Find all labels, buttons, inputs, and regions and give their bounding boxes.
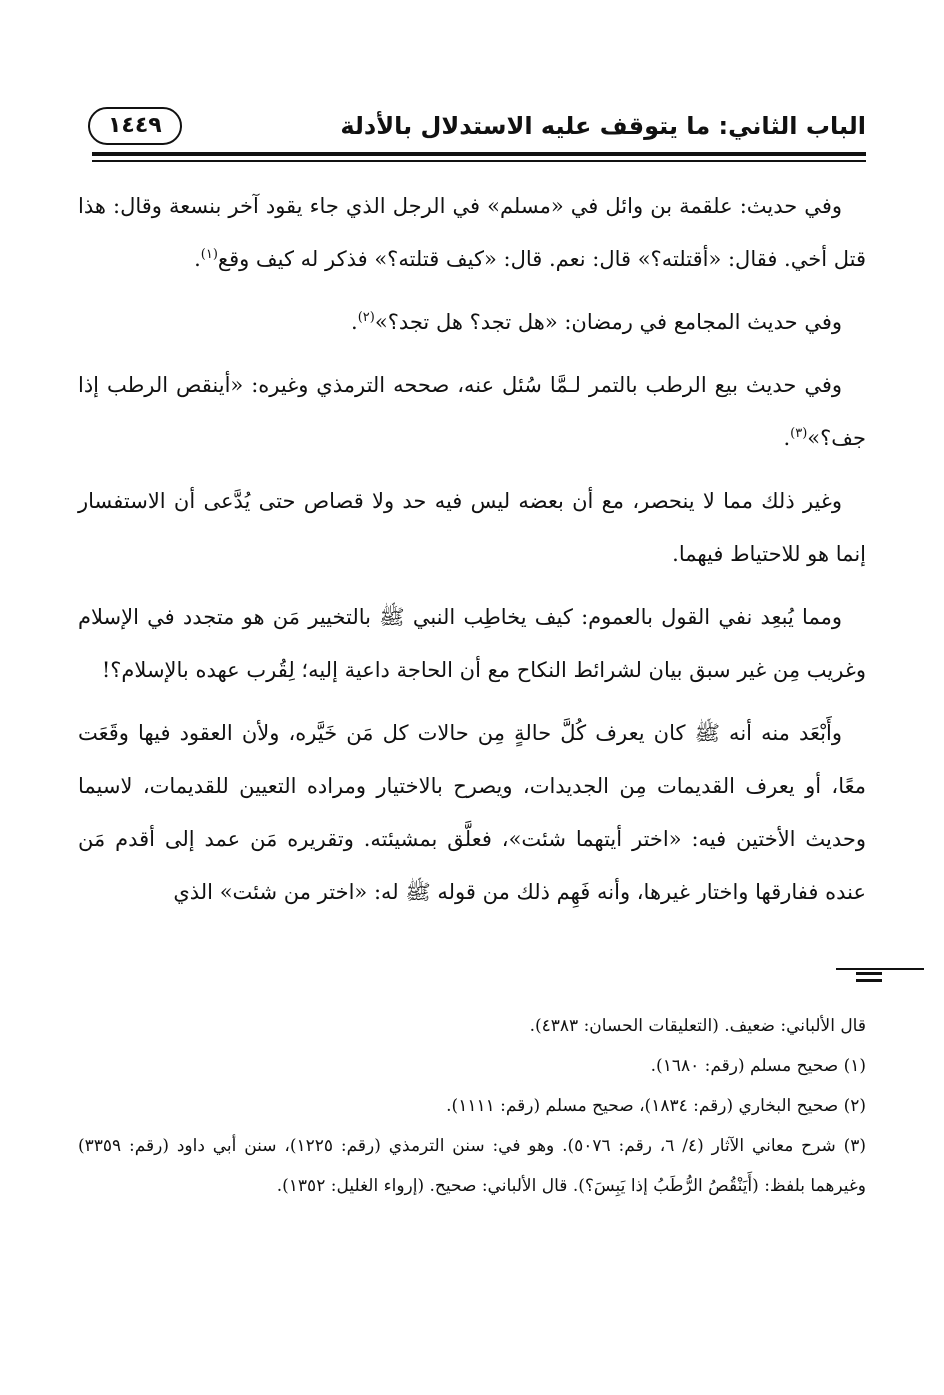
paragraph: ومما يُبعِد نفي القول بالعموم: كيف يخاطِب النبي ﷺ بالتخيير مَن هو متجدد في الإسلام وغريب مِن غير سبق بيان لشرائط النكاح مع أن الحاجة داعية إليه؛ لِقُرب عهده بالإسلام؟! bbox=[78, 605, 866, 682]
footnote-ref: (٣) bbox=[790, 426, 808, 441]
footnote: (١) صحيح مسلم (رقم: ١٦٨٠). bbox=[650, 1056, 866, 1076]
page-header bbox=[88, 100, 866, 152]
page-number: ١٤٤٩ bbox=[88, 107, 182, 145]
footnote: قال الألباني: ضعيف. (التعليقات الحسان: ٤٣٨٣). bbox=[529, 1016, 866, 1036]
paragraph-text: وفي حديث: علقمة بن وائل في «مسلم» في الرجل الذي جاء يقود آخر بنسعة وقال: هذا قتل أخي. فقال: «أقتلته؟» قال: نعم. قال: «كيف قتلته؟» فذكر له كيف وقع bbox=[78, 194, 866, 271]
paragraph: وغير ذلك مما لا ينحصر، مع أن بعضه ليس فيه حد ولا قصاص حتى يُدَّعى أن الاستفسار إنما هو للاحتياط فيهما. bbox=[78, 489, 866, 566]
paragraph-end: . bbox=[351, 310, 358, 334]
paragraph: وأَبْعَد منه أنه ﷺ كان يعرف كُلَّ حالةٍ مِن حالات كل مَن خَيَّره، ولأن العقود فيها وقَعَت معًا، أو يعرف القديمات مِن الجديدات، ويصرح بالاختيار ومراده التعيين للقديمات، لاسيما وحديث الأختين فيه: «اختر أيتهما شئت»، فعلَّق بمشيئته. وتقريره مَن عمد إلى أقدم مَن عنده ففارقها واختار غيرها، وأنه فَهِم ذلك من قوله ﷺ له: «اختر من شئت» الذي bbox=[78, 721, 866, 904]
paragraph bbox=[78, 359, 866, 465]
footnote: (٣) شرح معاني الآثار (٤/ ٦، رقم: ٥٠٧٦). وهو في: سنن الترمذي (رقم: ١٢٢٥)، سنن أبي داود (رقم: ٣٣٥٩) وغيرهما بلفظ: (أَيَنْقُصُ الرُّطَبُ إذا يَبِسَ؟). قال الألباني: صحيح. (إرواء الغليل: ١٣٥٢). bbox=[78, 1136, 867, 1196]
paragraph-end: . bbox=[194, 247, 201, 271]
header-rule-thin bbox=[92, 160, 866, 162]
paragraph-text: وفي حديث المجامع في رمضان: «هل تجد؟ هل تجد؟» bbox=[374, 310, 842, 334]
paragraph-text: وفي حديث بيع الرطب بالتمر لـمَّا سُئل عنه، صححه الترمذي وغيره: «أينقص الرطب إذا جف؟» bbox=[78, 373, 866, 450]
paragraph bbox=[78, 180, 866, 286]
footnote: (٢) صحيح البخاري (رقم: ١٨٣٤)، صحيح مسلم (رقم: ١١١١). bbox=[446, 1096, 866, 1116]
chapter-title: الباب الثاني: ما يتوقف عليه الاستدلال بالأدلة bbox=[340, 112, 866, 140]
header-rule-thick bbox=[92, 152, 866, 156]
footnotes bbox=[78, 1006, 866, 1206]
main-text bbox=[78, 180, 866, 929]
paragraph-end: . bbox=[783, 426, 791, 450]
paragraph bbox=[78, 296, 866, 349]
footnote-ref: (٢) bbox=[357, 310, 375, 325]
footnote-ref: (١) bbox=[200, 247, 218, 262]
continuation-mark bbox=[856, 966, 882, 982]
